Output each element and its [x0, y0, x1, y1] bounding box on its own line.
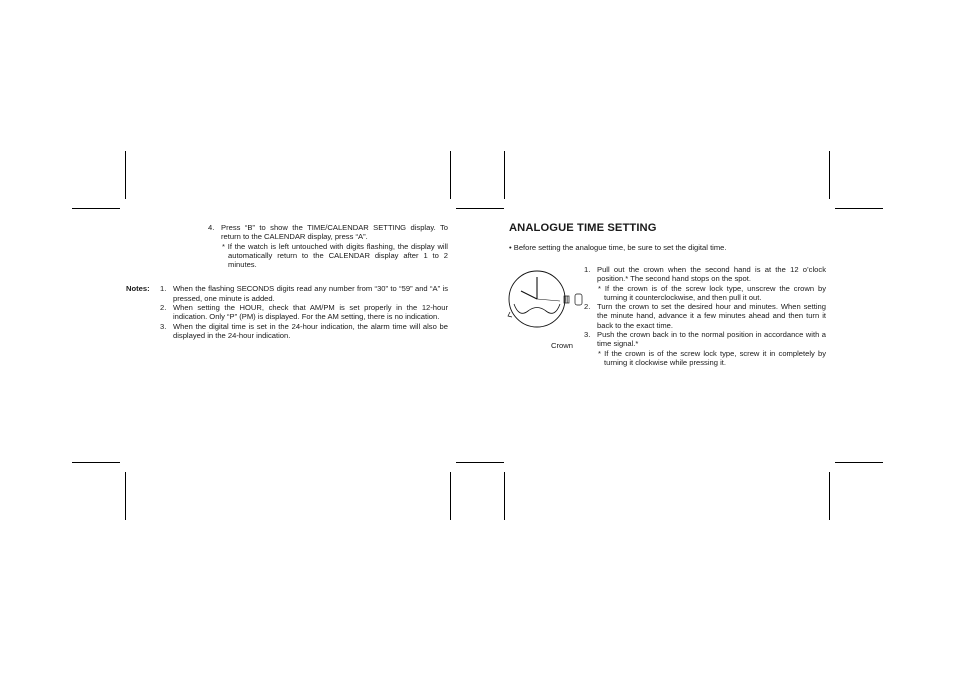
notes-label: Notes: — [126, 284, 150, 294]
note-number: 2. — [160, 303, 167, 313]
crop-mark — [835, 462, 883, 463]
crop-mark — [456, 462, 504, 463]
intro-text: • Before setting the analogue time, be sure to set the digital time. — [509, 243, 727, 252]
crop-mark — [450, 151, 451, 199]
step-text: Pull out the crown when the second hand is at the 12 o’clock position.* The second hand stops on the spot. — [597, 265, 826, 284]
crop-mark — [72, 208, 120, 209]
step-text: Turn the crown to set the desired hour and minutes. When setting the minute hand, advance it a few minutes ahead and then turn it back to the exact time. — [597, 302, 826, 330]
notes-section — [126, 284, 448, 340]
step-text: Press “B” to show the TIME/CALENDAR SETTING display. To return to the CALENDAR display, press “A”. — [221, 223, 448, 242]
step-1 — [584, 265, 826, 302]
note-text: When setting the HOUR, check that AM/PM is set properly in the 12-hour indication. Only “P” (PM) is displayed. For the AM setting, there is no indication. — [173, 303, 448, 322]
crown-label: Crown — [551, 341, 573, 350]
note-item — [160, 303, 448, 322]
crop-mark — [504, 472, 505, 520]
right-steps — [584, 265, 826, 367]
crop-mark — [835, 208, 883, 209]
step-number: 1. — [584, 265, 591, 274]
note-number: 3. — [160, 321, 167, 331]
notes-list — [160, 284, 448, 340]
note-item — [160, 284, 448, 303]
step-2 — [584, 302, 826, 330]
note-item — [160, 322, 448, 341]
crop-mark — [504, 151, 505, 199]
note-number: 1. — [160, 284, 167, 294]
step-number: 4. — [208, 223, 215, 232]
note-text: When the flashing SECONDS digits read any number from “30” to “59” and “A” is pressed, one minute is added. — [173, 284, 448, 303]
step-note: * If the crown is of the screw lock type, screw it in completely by turning it clockwise while pressing it. — [598, 348, 826, 367]
crop-mark — [829, 472, 830, 520]
step-note: * If the watch is left untouched with digits flashing, the display will automatically return to the CALENDAR display after 1 to 2 minutes. — [222, 241, 448, 270]
step-text: Push the crown back in to the normal position in accordance with a time signal.* — [597, 330, 826, 349]
crop-mark — [125, 472, 126, 520]
step-number: 3. — [584, 330, 591, 340]
left-page-content — [126, 223, 448, 340]
section-title: ANALOGUE TIME SETTING — [509, 222, 657, 234]
crop-mark — [450, 472, 451, 520]
step-3 — [584, 330, 826, 367]
crop-mark — [72, 462, 120, 463]
crop-mark — [829, 151, 830, 199]
crop-mark — [456, 208, 504, 209]
crop-mark — [125, 151, 126, 199]
note-text: When the digital time is set in the 24-hour indication, the alarm time will also be displayed in the 24-hour indication. — [173, 321, 448, 340]
step-number: 2. — [584, 302, 591, 312]
watch-illustration — [505, 268, 585, 330]
step-4 — [126, 223, 448, 269]
step-note: * If the crown is of the screw lock type, unscrew the crown by turning it counterclockwise, and then pull it out. — [598, 283, 826, 302]
